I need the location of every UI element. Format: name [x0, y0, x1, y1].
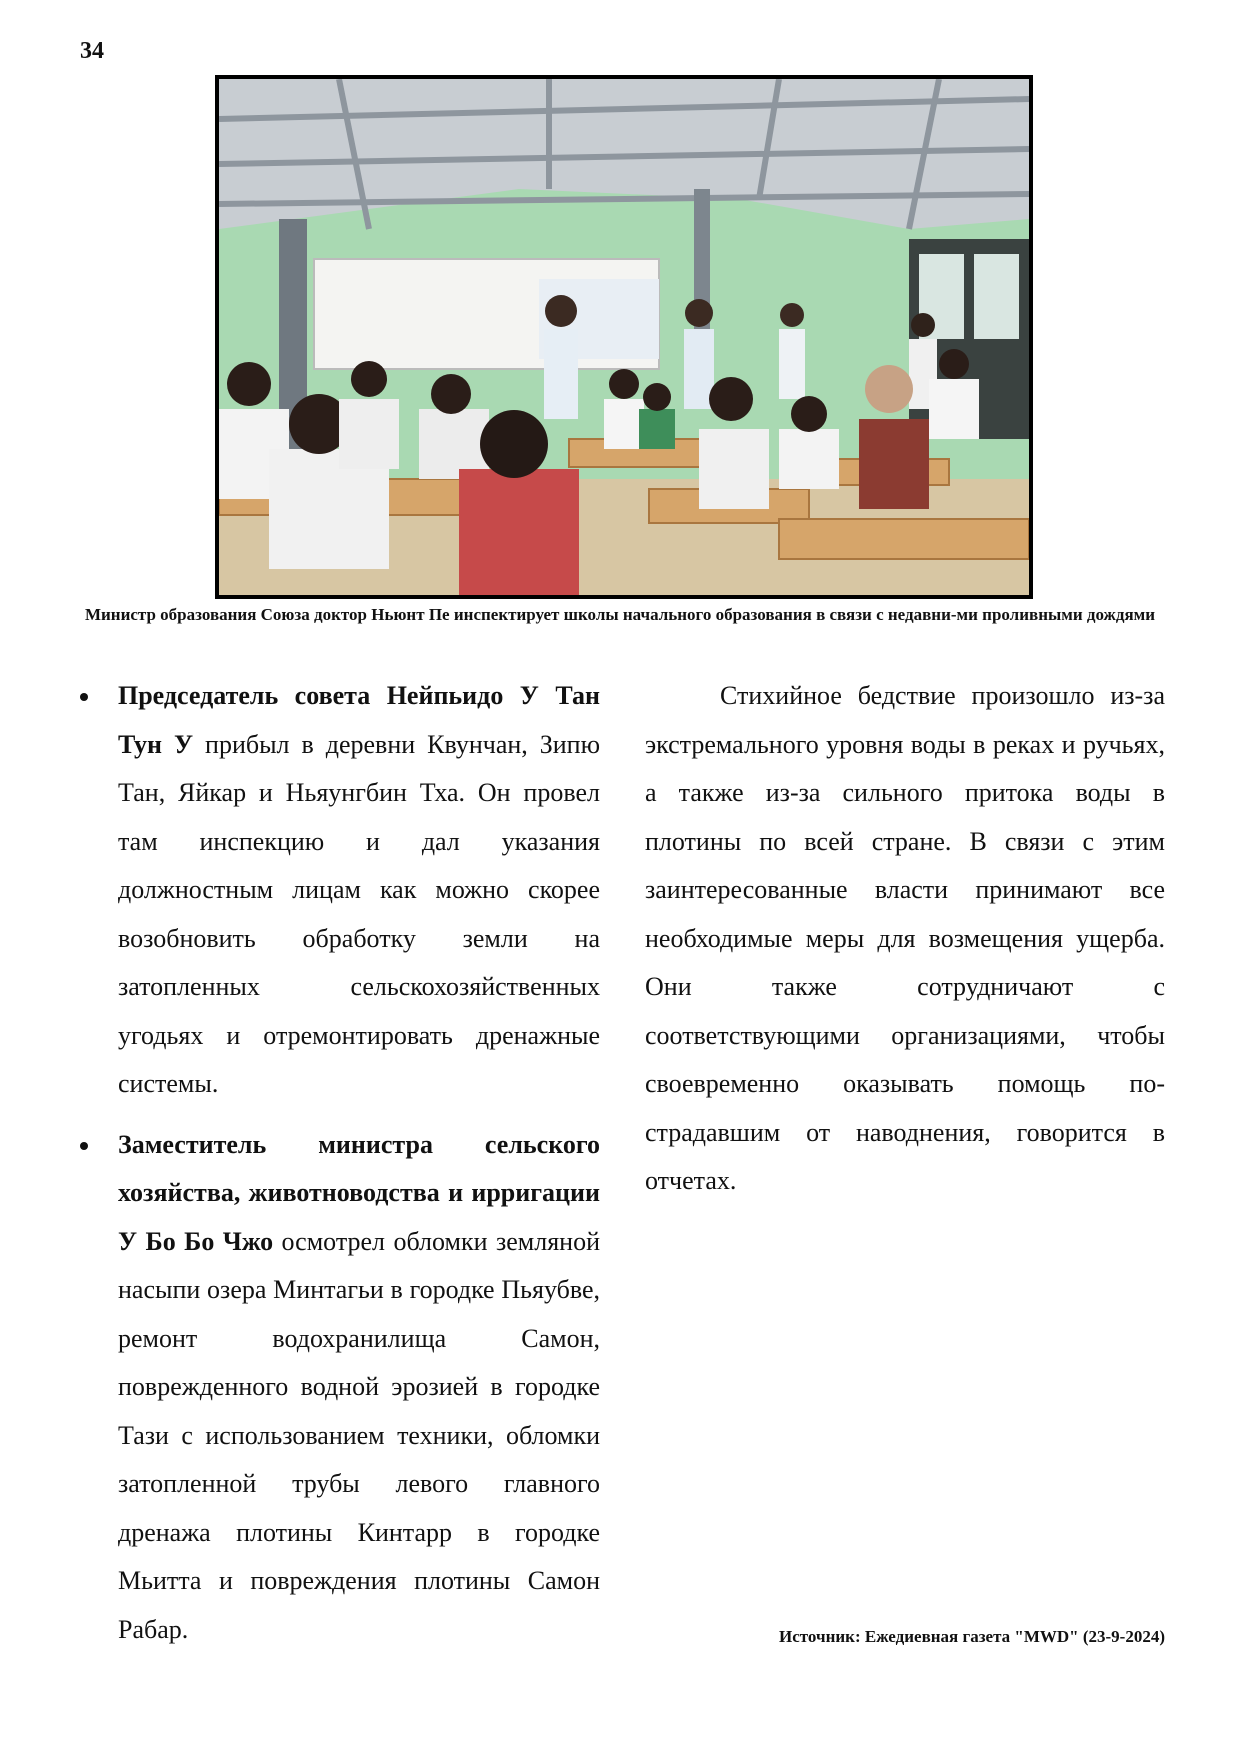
classroom-photo: [215, 75, 1033, 599]
source-note: Источник: Ежедиевная газета "MWD" (23-9-2024): [779, 1627, 1165, 1646]
list-item-text: [118, 672, 600, 1109]
list-item-bold: Заместитель министра сельского хозяйства, животноводства и ирригации У Бо Бо Чжо: [118, 1129, 600, 1256]
bullet-icon: [80, 1142, 88, 1150]
left-column: [80, 672, 600, 1666]
right-column-paragraph: Стихийное бедствие произошло из-за экстремального уровня воды в реках и ручьях, а также из-за сильного притока воды в плотины по всей стране. В связи с этим заинтересованные власти принимают все необходимые меры для возмещения ущерба. Они также сотрудничают с соответствующими организациями, чтобы своевременно оказывать помощь пострадавшим от наводнения, говорится в отчетах.: [645, 681, 1165, 1195]
list-item: [80, 672, 600, 1109]
figure-caption: Министр образования Союза доктор Ньюнт Пе инспектирует школы начального образования в связи с недавни-ми проливными дождями: [84, 605, 1156, 624]
list-item-body: прибыл в деревни Квунчан, Зипю Тан, Яйкар и Ньяунгбин Тха. Он провел там инспекцию и дал указания должностным лицам как можно скорее возобновить обработку земли на затопленных сельскохозяйственных угодьях и отремонтировать дренажные системы.: [118, 729, 601, 1098]
classroom-illustration: [219, 79, 1029, 595]
list-item: [80, 1121, 600, 1655]
bullet-icon: [80, 693, 88, 701]
list-item-text: [118, 1121, 600, 1655]
right-column: [645, 672, 1165, 1206]
list-item-body: осмотрел обломки земляной насыпи озера Минтагьи в городке Пьяубве, ремонт водохранилища Самон, поврежденного водной эрозией в городке Тази с использованием техники, обломки затопленной трубы левого главного дренажа плотины Кинтарр в городке Мьитта и повреждения плотины Самон Рабар.: [118, 1226, 601, 1644]
page-number: 34: [80, 38, 104, 64]
list-item-bold: Председатель совета Нейпьидо У Тан Тун У: [118, 681, 600, 759]
